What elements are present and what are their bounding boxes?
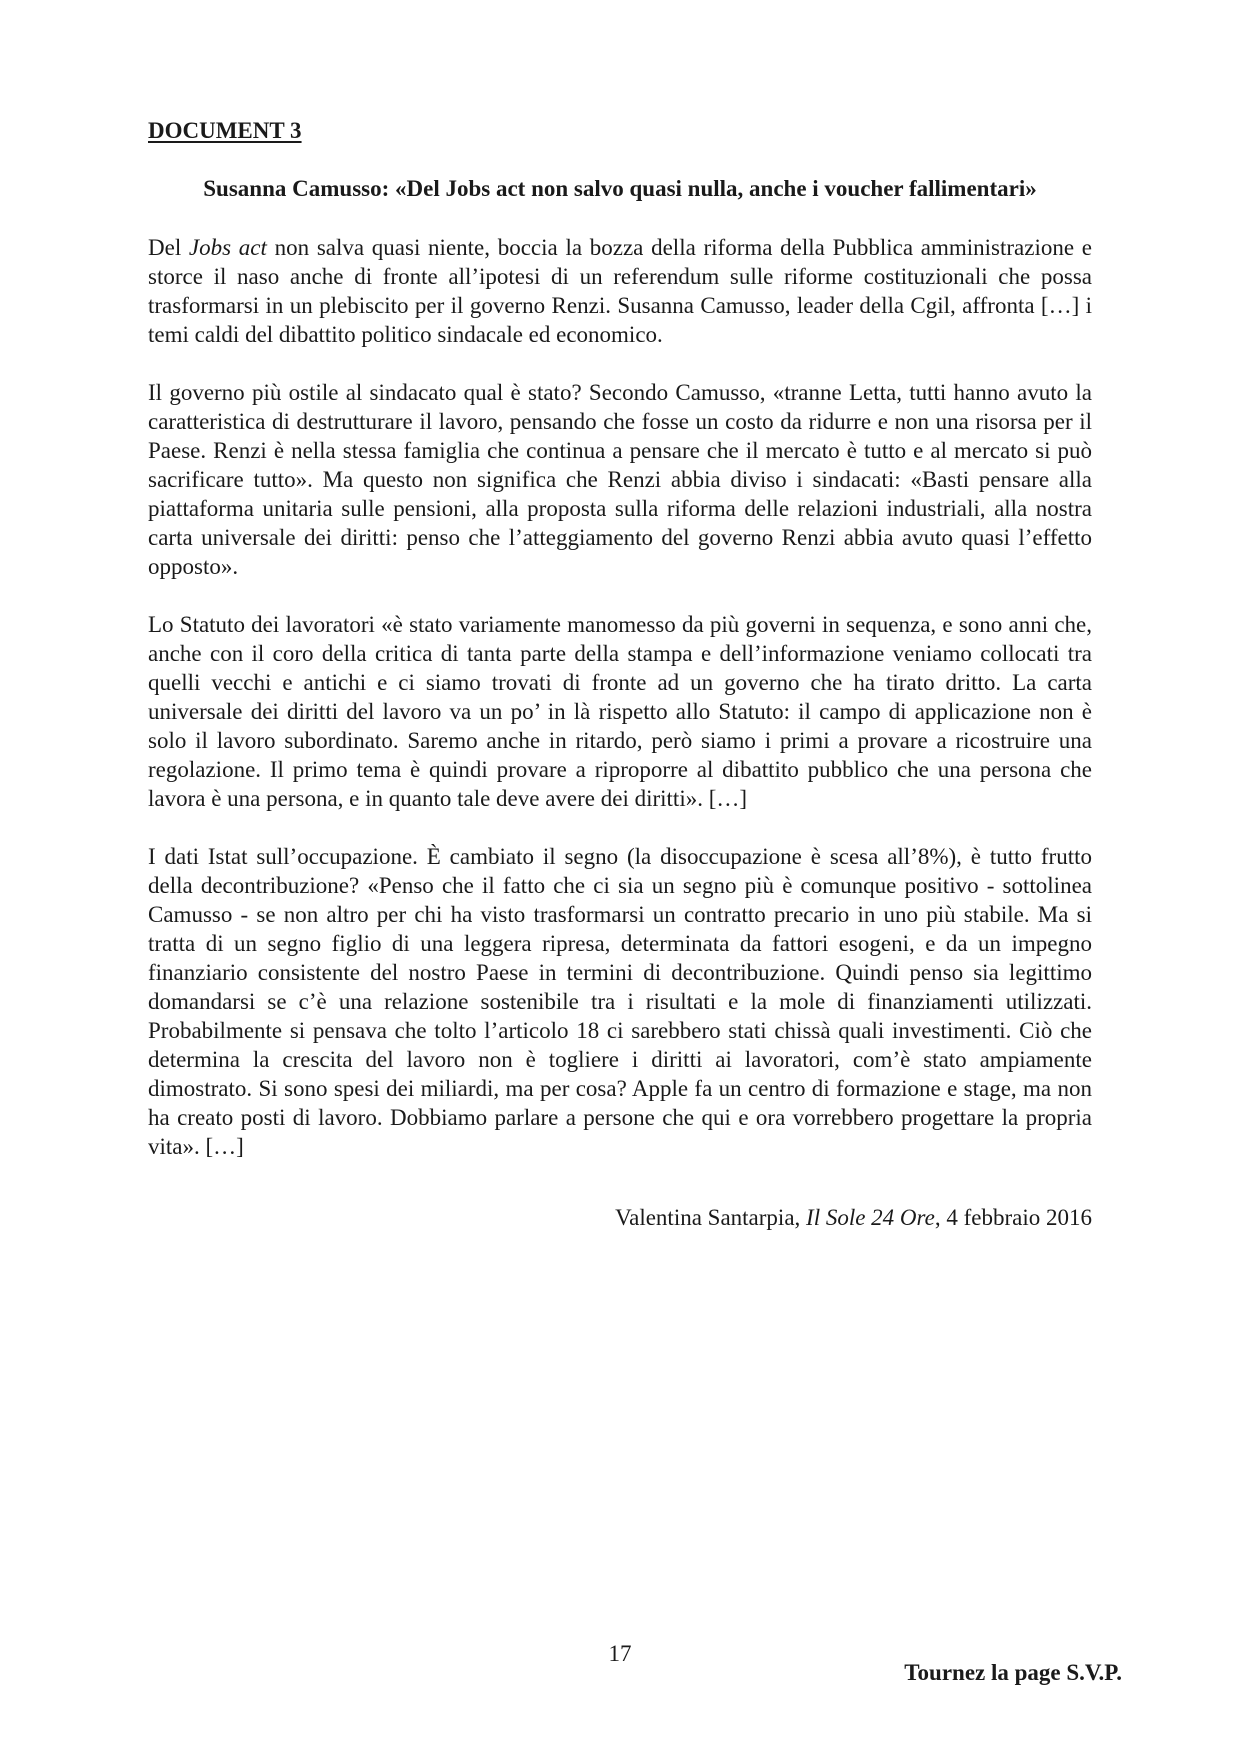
- attribution: [615, 1205, 1092, 1231]
- turn-page-note: Tournez la page S.V.P.: [904, 1660, 1122, 1685]
- page-number: 17: [608, 1641, 632, 1666]
- paragraph-4: I dati Istat sull’occupazione. È cambiato il segno (la disoccupazione è scesa all’8%), è tutto frutto della decontribuzione? «Penso che il fatto che ci sia un segno più è comunque positivo - sottolinea Camusso - se non altro per chi ha visto trasformarsi un contratto precario in uno più stabile. Ma si tratta di un segno figlio di una leggera ripresa, determinata da fattori esogeni, e da un impegno finanziario consistente del nostro Paese in termini di decontribuzione. Quindi penso sia legittimo domandarsi se c’è una relazione sostenibile tra i risultati e la mole di finanziamenti utilizzati. Probabilmente si pensava che tolto l’articolo 18 ci sarebbero stati chissà quali investimenti. Ciò che determina la crescita del lavoro non è togliere i diritti ai lavoratori, com’è stato ampiamente dimostrato. Si sono spesi dei miliardi, ma per cosa? Apple fa un centro di formazione e stage, ma non ha creato posti di lavoro. Dobbiamo parlare a persone che qui e ora vorrebbero progettare la propria vita». […]: [148, 844, 1092, 1159]
- attribution-date: , 4 febbraio 2016: [934, 1205, 1092, 1230]
- paragraph-1-rest: non salva quasi niente, boccia la bozza della riforma della Pubblica amministrazione e storce il naso anche di fronte all’ipotesi di un referendum sulle riforme costituzionali che possa trasformarsi in un plebiscito per il governo Renzi. Susanna Camusso, leader della Cgil, affronta […] i temi caldi del dibattito politico sindacale ed economico.: [148, 235, 1092, 347]
- article-body: [148, 233, 1092, 1190]
- paragraph-1: [148, 233, 1092, 349]
- document-title: Susanna Camusso: «Del Jobs act non salvo quasi nulla, anche i voucher fallimentari»: [203, 176, 1037, 201]
- document-label: DOCUMENT 3: [148, 118, 302, 143]
- paragraph-2: Il governo più ostile al sindacato qual è stato? Secondo Camusso, «tranne Letta, tutti hanno avuto la caratteristica di destrutturare il lavoro, pensando che fosse un costo da ridurre e non una risorsa per il Paese. Renzi è nella stessa famiglia che continua a pensare che il mercato è tutto e al mercato si può sacrificare tutto». Ma questo non significa che Renzi abbia diviso i sindacati: «Basti pensare alla piattaforma unitaria sulle pensioni, alla proposta sulla riforma delle relazioni industriali, alla nostra carta universale dei diritti: penso che l’atteggiamento del governo Renzi abbia avuto quasi l’effetto opposto».: [148, 380, 1092, 579]
- paragraph-1-lead: Del: [148, 235, 189, 260]
- paragraph-3: Lo Statuto dei lavoratori «è stato variamente manomesso da più governi in sequenza, e sono anni che, anche con il coro della critica di tanta parte della stampa e dell’informazione veniamo collocati tra quelli vecchi e antichi e ci siamo trovati di fronte ad un governo che ha tirato dritto. La carta universale dei diritti del lavoro va un po’ in là rispetto allo Statuto: il campo di applicazione non è solo il lavoro subordinato. Saremo anche in ritardo, però siamo i primi a provare a ricostruire una regolazione. Il primo tema è quindi provare a riproporre al dibattito pubblico che una persona che lavora è una persona, e in quanto tale deve avere dei diritti». […]: [148, 612, 1092, 811]
- paragraph-1-italic-term: Jobs act: [188, 235, 267, 260]
- attribution-author: Valentina Santarpia,: [615, 1205, 807, 1230]
- attribution-publication: Il Sole 24 Ore: [806, 1205, 935, 1230]
